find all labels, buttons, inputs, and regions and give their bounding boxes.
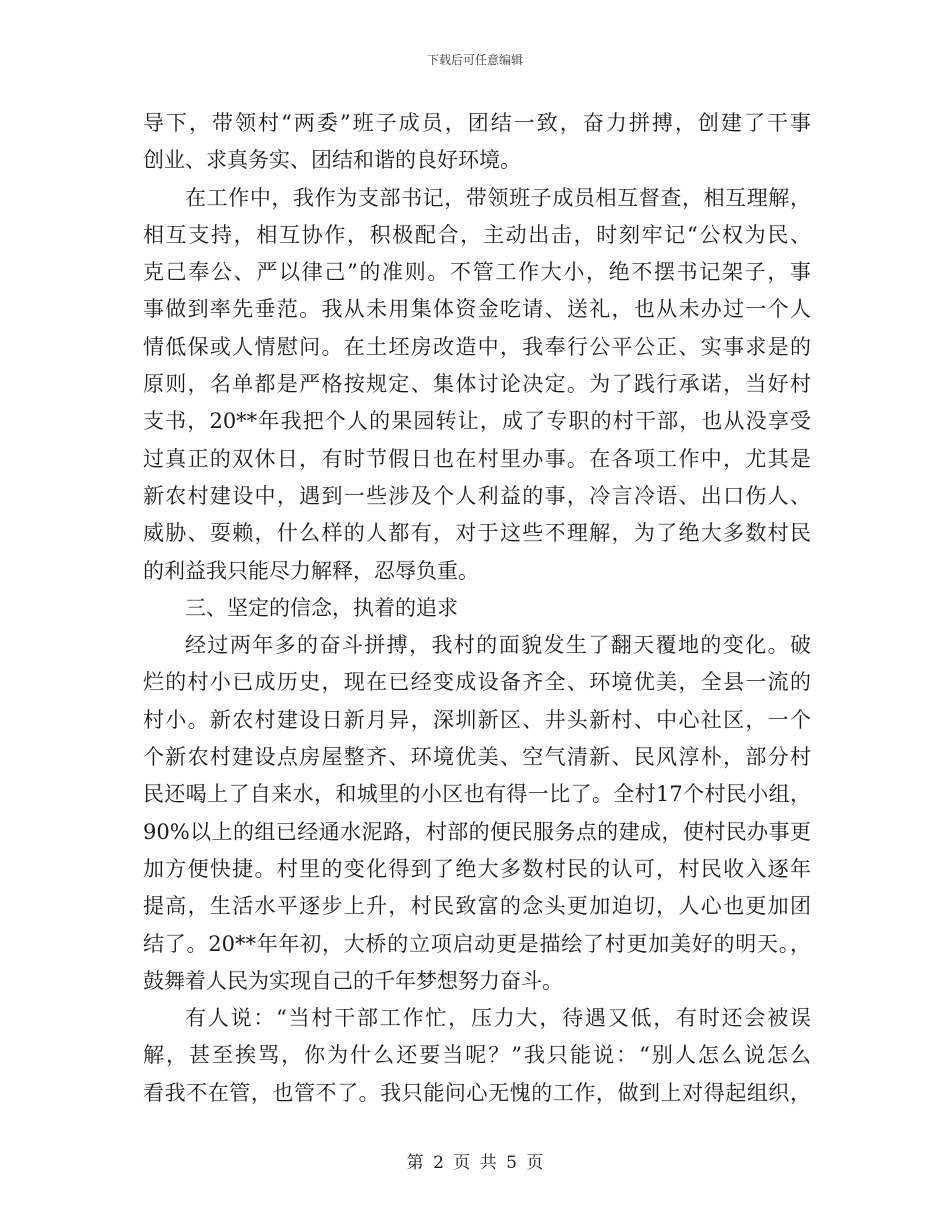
text-line: 加方便快捷。村里的变化得到了绝大多数村民的认可，村民收入逐年: [143, 856, 811, 881]
text-line: 威胁、耍赖，什么样的人都有，对于这些不理解，为了绝大多数村民: [143, 521, 811, 546]
page-header: 下载后可任意编辑: [426, 53, 523, 67]
text-line: 经过两年多的奋斗拼搏，我村的面貌发生了翻天覆地的变化。破: [185, 633, 811, 658]
text-line: 情低保或人情慰问。在土坯房改造中，我奉行公平公正、实事求是的: [143, 334, 811, 359]
text-line: 在工作中，我作为支部书记，带领班子成员相互督查，相互理解，: [185, 185, 811, 210]
text-line: 看我不在管，也管不了。我只能问心无愧的工作，做到上对得起组织，: [143, 1080, 811, 1105]
text-line: 90%以上的组已经通水泥路，村部的便民服务点的建成，使村民办事更: [143, 819, 811, 844]
text-line: 导下，带领村“两委”班子成员，团结一致，奋力拼搏，创建了干事: [143, 111, 811, 135]
text-line: 事做到率先垂范。我从未用集体资金吃请、送礼，也从未办过一个人: [143, 297, 811, 322]
text-line: 提高，生活水平逐步上升，村民致富的念头更加迫切，人心也更加团: [143, 894, 811, 919]
text-line: 三、坚定的信念，执着的追求: [185, 595, 458, 620]
text-line: 过真正的双休日，有时节假日也在村里办事。在各项工作中，尤其是: [143, 446, 811, 471]
text-line: 支书，20**年我把个人的果园转让，成了专职的村干部，也从没享受: [143, 409, 811, 434]
text-line: 解，甚至挨骂，你为什么还要当呢？”我只能说：“别人怎么说怎么: [143, 1043, 811, 1068]
text-line: 民还喝上了自来水，和城里的小区也有得一比了。全村17个村民小组，: [143, 782, 811, 807]
document-body: [143, 105, 811, 1112]
text-line: 结了。20**年年初，大桥的立项启动更是描绘了村更加美好的明天。，: [143, 931, 811, 956]
text-line: 新农村建设中，遇到一些涉及个人利益的事，冷言冷语、出口伤人、: [143, 483, 811, 508]
text-line: 鼓舞着人民为实现自己的千年梦想努力奋斗。: [143, 968, 563, 993]
text-line: 相互支持，相互协作，积极配合，主动出击，时刻牢记“公权为民、: [143, 222, 811, 247]
text-line: 创业、求真务实、团结和谐的良好环境。: [143, 148, 521, 173]
text-line: 克己奉公、严以律己”的准则。不管工作大小，绝不摆书记架子，事: [143, 260, 811, 285]
text-line: 村小。新农村建设日新月异，深圳新区、井头新村、中心社区，一个: [143, 707, 811, 732]
text-line: 烂的村小已成历史，现在已经变成设备齐全、环境优美，全县一流的: [143, 670, 811, 695]
page-footer: 第 2 页 共 5 页: [406, 1153, 544, 1173]
text-line: 个新农村建设点房屋整齐、环境优美、空气清新、民风淳朴，部分村: [143, 745, 811, 770]
text-line: 的利益我只能尽力解释，忍辱负重。: [143, 558, 479, 583]
text-line: 原则，名单都是严格按规定、集体讨论决定。为了践行承诺，当好村: [143, 372, 811, 397]
text-line: 有人说：“当村干部工作忙，压力大，待遇又低，有时还会被误: [185, 1006, 811, 1031]
